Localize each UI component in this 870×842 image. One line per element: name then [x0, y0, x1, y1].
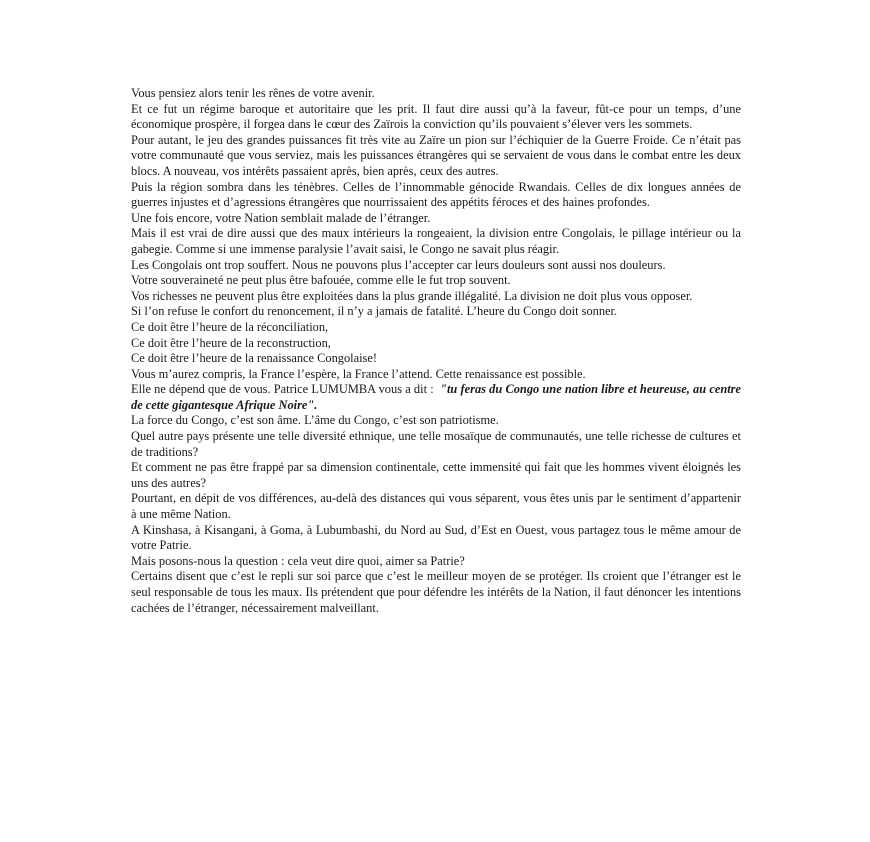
paragraph: La force du Congo, c’est son âme. L’âme du Congo, c’est son patriotisme. [131, 413, 499, 428]
paragraph: Les Congolais ont trop souffert. Nous ne pouvons plus l’accepter car leurs douleurs sont aussi nos douleurs. [131, 257, 666, 272]
paragraph: Votre souveraineté ne peut plus être bafouée, comme elle le fut trop souvent. [131, 273, 511, 288]
paragraph: Pourtant, en dépit de vos différences, au-delà des distances qui vous séparent, vous êtes unis par le sentiment d’appartenir à une même Nation. [131, 491, 741, 522]
paragraph: Et ce fut un régime baroque et autoritaire que les prit. Il faut dire aussi qu’à la faveur, fût-ce pour un temps, d’une économique prospère, il forgea dans le cœur des Zaïrois la conviction qu’ils pouvaient s’élever vers les sommets. [131, 101, 741, 132]
paragraph: Vos richesses ne peuvent plus être exploitées dans la plus grande illégalité. La division ne doit plus vous opposer. [131, 288, 693, 303]
quote-paragraph [131, 382, 741, 413]
paragraph: Une fois encore, votre Nation semblait malade de l’étranger. [131, 210, 431, 225]
paragraph: Certains disent que c’est le repli sur soi parce que c’est le meilleur moyen de se protéger. Ils croient que l’étranger est le seul responsable de tous les maux. Ils prétendent que pour défendre les intérêts de la Nation, il faut dénoncer les intentions cachées de l’étranger, nécessairement malveillant. [131, 569, 741, 615]
paragraph: Puis la région sombra dans les ténèbres. Celles de l’innommable génocide Rwandais. Celles de dix longues années de guerres injustes et d’agressions étrangères que nourrissaient des appétits féroces et des haines profondes. [131, 179, 741, 210]
paragraph: Si l’on refuse le confort du renoncement, il n’y a jamais de fatalité. L’heure du Congo doit sonner. [131, 304, 618, 319]
paragraph: Et comment ne pas être frappé par sa dimension continentale, cette immensité qui fait que les hommes vivent éloignés les uns des autres? [131, 460, 741, 490]
paragraph: Pour autant, le jeu des grandes puissances fit très vite au Zaïre un pion sur l’échiquier de la Guerre Froide. Ce n’était pas votre communauté que vous serviez, mais les puissances étrangères qui se servaient de vous dans le combat entre les deux blocs. A nouveau, vos intérêts passaient après, bien après, ceux des autres. [131, 132, 741, 178]
paragraph: Mais posons-nous la question : cela veut dire quoi, aimer sa Patrie? [131, 553, 465, 568]
paragraph: Ce doit être l’heure de la renaissance Congolaise! [131, 351, 377, 366]
paragraph: Vous m’aurez compris, la France l’espère, la France l’attend. Cette renaissance est possible. [131, 366, 586, 381]
quote-intro: Elle ne dépend que de vous. Patrice LUMUMBA vous a dit : [131, 382, 434, 397]
lumumba-quote: "tu feras du Congo une nation libre et heureuse, au centre de cette gigantesque Afrique Noire". [131, 382, 741, 412]
paragraph: A Kinshasa, à Kisangani, à Goma, à Lubumbashi, du Nord au Sud, d’Est en Ouest, vous partagez tous le même amour de votre Patrie. [131, 522, 741, 553]
paragraph: Ce doit être l’heure de la reconstruction, [131, 335, 331, 350]
paragraph: Mais il est vrai de dire aussi que des maux intérieurs la rongeaient, la division entre Congolais, le pillage intérieur ou la gabegie. Comme si une immense paralysie l’avait saisi, le Congo ne savait plus réagir. [131, 226, 741, 256]
paragraph: Vous pensiez alors tenir les rênes de votre avenir. [131, 86, 375, 100]
paragraph: Quel autre pays présente une telle diversité ethnique, une telle mosaïque de communautés, une telle richesse de cultures et de traditions? [131, 429, 741, 459]
document-body [131, 86, 741, 616]
paragraph: Ce doit être l’heure de la réconciliation, [131, 319, 329, 334]
